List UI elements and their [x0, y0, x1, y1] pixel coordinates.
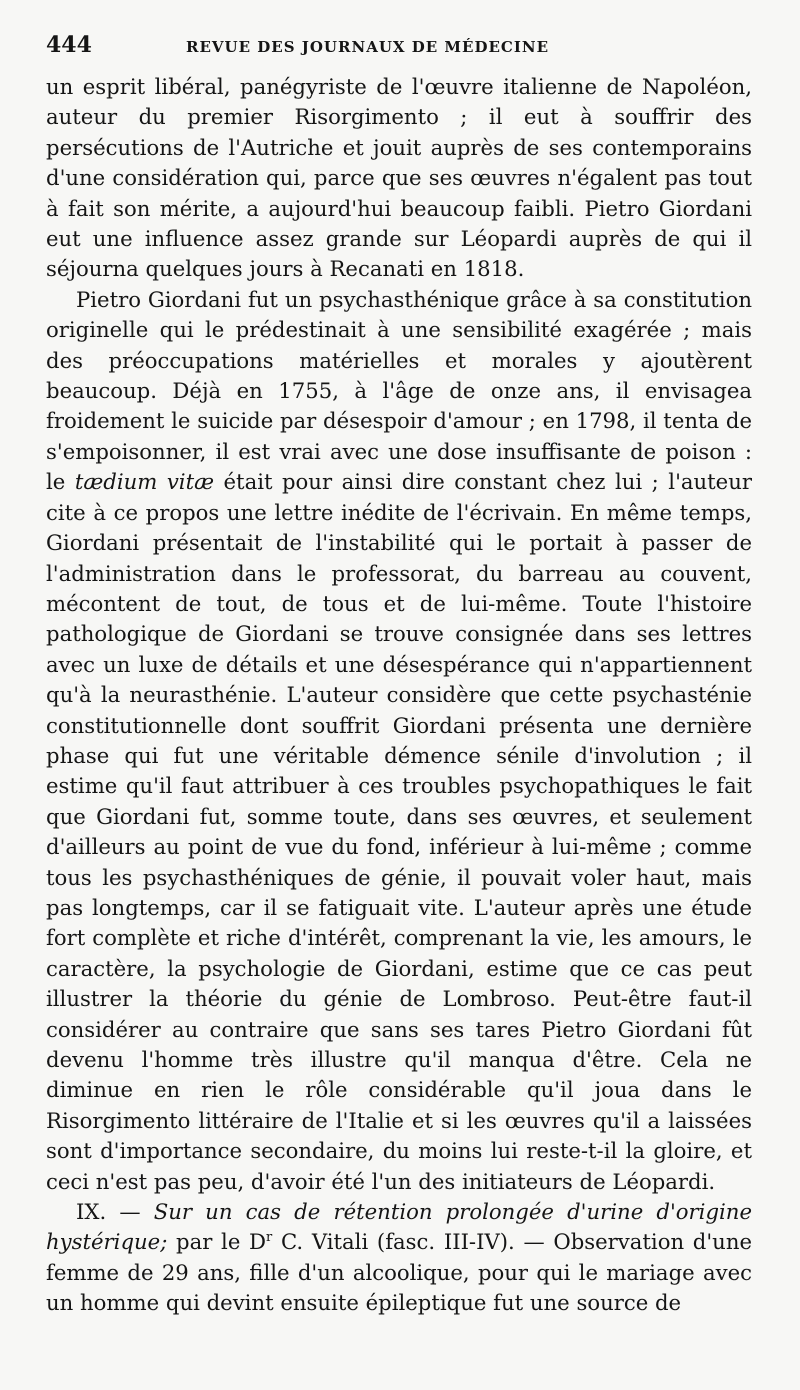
latin-phrase: tædium vitæ [74, 469, 215, 495]
running-head: REVUE DES JOURNAUX DE MÉDECINE [186, 38, 550, 56]
paragraph-giordani-intro [46, 72, 752, 285]
section-number: IX. — [76, 1199, 154, 1225]
paragraph-text-start: Pietro Giordani fut un psychasthénique grâce à sa constitution originelle qui le prédestinait à une sensibilité exagérée ; mais des préoccupations matérielles et morales y ajoutèrent beaucoup. Déjà en 1755, à l'âge de onze ans, il envisagea froidement le suicide par désespoir d'amour ; en 1798, il tenta de s'empoisonner, il est vrai avec une dose insuffisante de poison : le [46, 286, 752, 495]
paragraph-text: un esprit libéral, panégyriste de l'œuvre italienne de Napoléon, auteur du premier Risorgimento ; il eut à souffrir des persécutions de l'Autriche et jouit auprès de ses contemporains d'une considération qui, parce que ses œuvres n'égalent pas tout à fait son mérite, a aujourd'hui beaucoup faibli. Pietro Giordani eut une influence assez grande sur Léopardi auprès de qui il séjourna quelques jours à Recanati en 1818. [46, 74, 752, 282]
author-prefix: par le D [167, 1229, 267, 1255]
page-number: 444 [46, 32, 92, 58]
author-title-superscript: r [266, 1230, 273, 1246]
section-title: Sur un cas de rétention prolongée d'urine d'origine hystérique; [46, 1199, 752, 1255]
paragraph-section-ix [46, 1197, 752, 1319]
paragraph-text-end: était pour ainsi dire constant chez lui ; l'auteur cite à ce propos une lettre inédite de l'écrivain. En même temps, Giordani présentait de l'instabilité qui le portait à passer de l'administration dans le professorat, du barreau au couvent, mécontent de tout, de tous et de lui-même. Toute l'histoire pathologique de Giordani se trouve consignée dans ses lettres avec un luxe de détails et une désespérance qui n'appartiennent qu'à la neurasthénie. L'auteur considère que cette psychasténie constitutionnelle dont souffrit Giordani présenta une dernière phase qui fut une véritable démence sénile d'involution ; il estime qu'il faut attribuer à ces troubles psychopathiques le fait que Giordani fut, somme toute, dans ses œuvres, et seulement d'ailleurs au point de vue du fond, inférieur à lui-même ; comme tous les psychasthéniques de génie, il pouvait voler haut, mais pas longtemps, car il se fatiguait vite. L'auteur après une étude fort complète et riche d'intérêt, comprenant la vie, les amours, le caractère, la psychologie de Giordani, estime que ce cas peut illustrer la théorie du génie de Lombroso. Peut-être faut-il considérer au contraire que sans ses tares Pietro Giordani fût devenu l'homme très illustre qu'il manqua d'être. Cela ne diminue en rien le rôle considérable qu'il joua dans le Risorgimento littéraire de l'Italie et si les œuvres qu'il a laissées sont d'importance secondaire, du moins lui reste-t-il la gloire, et ceci n'est pas peu, d'avoir été l'un des initiateurs de Léopardi. [46, 469, 752, 1194]
page-header [46, 30, 752, 70]
paragraph-giordani-psychasthenia [46, 285, 752, 1197]
section-text: C. Vitali (fasc. III-IV). — Observation d'une femme de 29 ans, fille d'un alcoolique, pour qui le mariage avec un homme qui devint ensuite épileptique fut une source de [46, 1229, 752, 1316]
article-body [46, 72, 752, 1319]
